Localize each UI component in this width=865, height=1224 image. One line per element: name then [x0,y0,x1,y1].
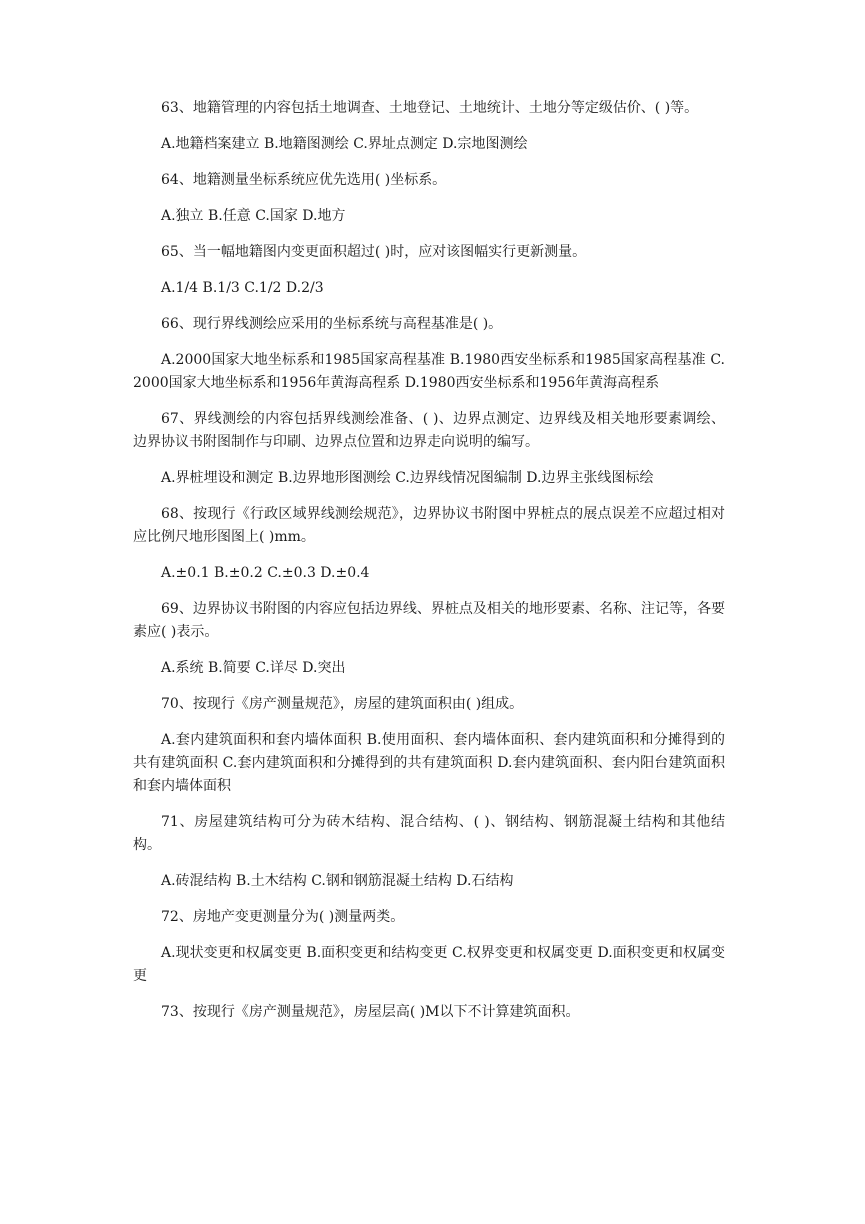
question-64: 64、地籍测量坐标系统应优先选用( )坐标系。 [161,172,447,188]
question-71-options: A.砖混结构 B.土木结构 C.钢和钢筋混凝土结构 D.石结构 [161,873,514,889]
question-63-options: A.地籍档案建立 B.地籍图测绘 C.界址点测定 D.宗地图测绘 [161,136,528,152]
question-69: 69、边界协议书附图的内容应包括边界线、界桩点及相关的地形要素、名称、注记等，各要素应( )表示。 [133,601,725,640]
question-71: 71、房屋建筑结构可分为砖木结构、混合结构、( )、钢结构、钢筋混凝土结构和其他结构。 [133,814,725,853]
question-64-options: A.独立 B.任意 C.国家 D.地方 [161,208,346,224]
question-68: 68、按现行《行政区域界线测绘规范》，边界协议书附图中界桩点的展点误差不应超过相对应比例尺地形图图上( )mm。 [133,506,725,545]
question-67-options: A.界桩埋设和测定 B.边界地形图测绘 C.边界线情况图编制 D.边界主张线图标绘 [161,470,654,486]
question-67: 67、界线测绘的内容包括界线测绘准备、( )、边界点测定、边界线及相关地形要素调绘、边界协议书附图制作与印刷、边界点位置和边界走向说明的编写。 [133,411,725,450]
question-72: 72、房地产变更测量分为( )测量两类。 [161,909,405,925]
question-68-options: A.±0.1 B.±0.2 C.±0.3 D.±0.4 [161,565,370,581]
question-72-options: A.现状变更和权属变更 B.面积变更和结构变更 C.权界变更和权属变更 D.面积变更和权属变更 [133,945,725,984]
question-73: 73、按现行《房产测量规范》，房屋层高( )M以下不计算建筑面积。 [161,1004,580,1020]
question-65-options: A.1/4 B.1/3 C.1/2 D.2/3 [161,280,324,296]
question-63: 63、地籍管理的内容包括土地调查、土地登记、土地统计、土地分等定级估价、( )等。 [161,100,699,116]
question-70: 70、按现行《房产测量规范》，房屋的建筑面积由( )组成。 [161,696,524,712]
question-66: 66、现行界线测绘应采用的坐标系统与高程基准是( )。 [161,316,503,332]
question-66-options: A.2000国家大地坐标系和1985国家高程基准 B.1980西安坐标系和1985国家高程基准 C.2000国家大地坐标系和1956年黄海高程系 D.1980西安坐标系和1956年黄海高程系 [133,352,725,391]
question-65: 65、当一幅地籍图内变更面积超过( )时，应对该图幅实行更新测量。 [161,244,587,260]
question-69-options: A.系统 B.简要 C.详尽 D.突出 [161,660,346,676]
document-body [133,97,725,1037]
question-70-options: A.套内建筑面积和套内墙体面积 B.使用面积、套内墙体面积、套内建筑面积和分摊得到的共有建筑面积 C.套内建筑面积和分摊得到的共有建筑面积 D.套内建筑面积、套内阳台建筑面积和套内墙体面积 [133,732,725,794]
